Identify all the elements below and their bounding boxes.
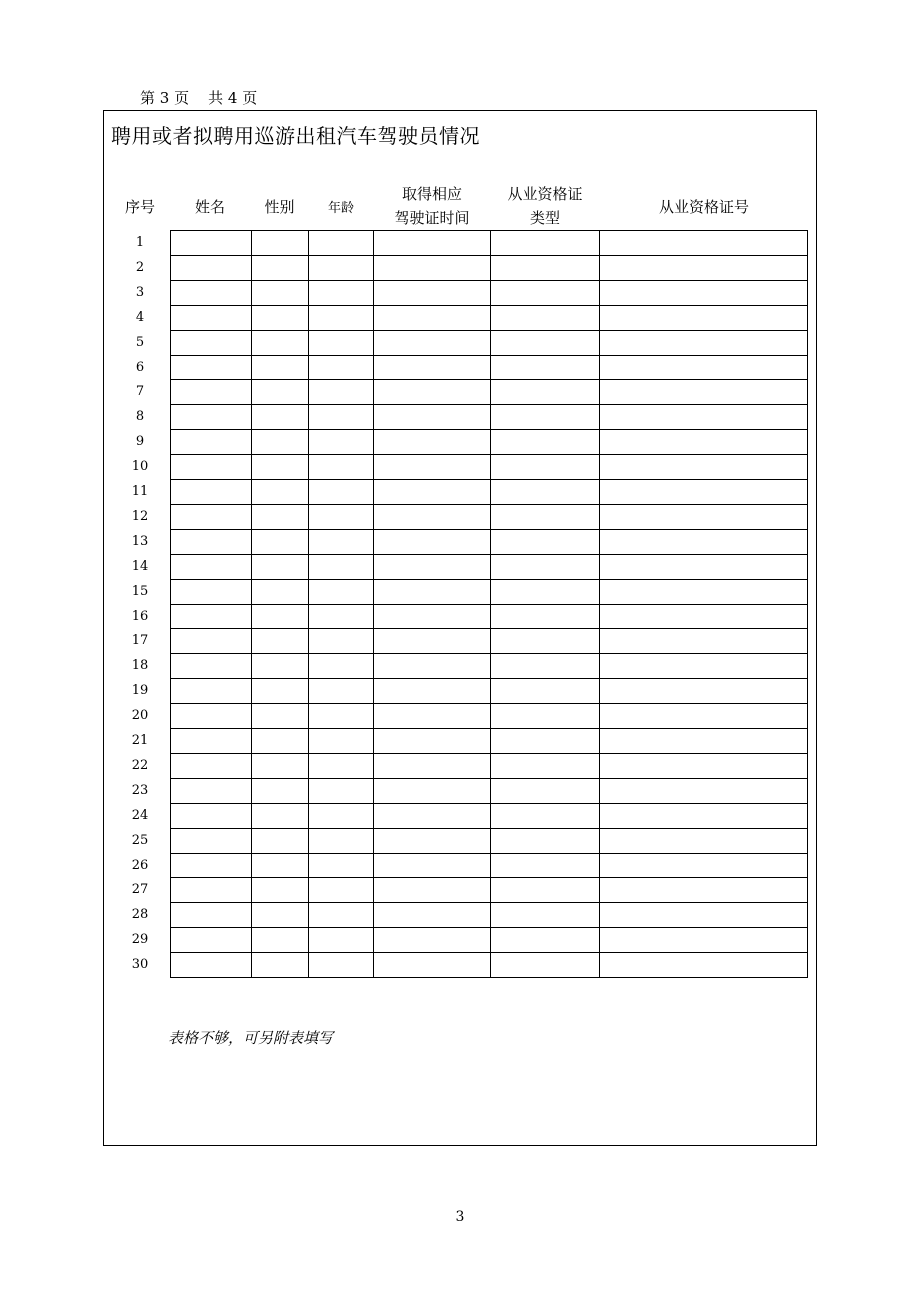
table-cell[interactable] bbox=[171, 281, 251, 305]
table-cell[interactable] bbox=[600, 878, 808, 902]
table-cell[interactable] bbox=[252, 430, 308, 454]
row-number: 8 bbox=[135, 409, 145, 425]
header-gender: 性别 bbox=[264, 198, 295, 216]
table-cell[interactable] bbox=[309, 331, 373, 355]
table-cell[interactable] bbox=[309, 256, 373, 280]
table-cell[interactable] bbox=[491, 405, 599, 429]
header-license-time-line1: 取得相应 bbox=[401, 185, 462, 203]
table-cell[interactable] bbox=[600, 605, 808, 628]
row-number: 27 bbox=[131, 882, 149, 898]
row-number: 13 bbox=[131, 533, 149, 549]
table-cell[interactable] bbox=[491, 380, 599, 404]
table-cell[interactable] bbox=[600, 380, 808, 404]
table-cell[interactable] bbox=[374, 580, 490, 604]
table-cell[interactable] bbox=[491, 928, 599, 952]
table-cell[interactable] bbox=[374, 878, 490, 902]
table-cell[interactable] bbox=[171, 480, 251, 504]
table-cell[interactable] bbox=[171, 654, 251, 678]
table-cell[interactable] bbox=[171, 679, 251, 703]
table-cell[interactable] bbox=[171, 854, 251, 877]
table-cell[interactable] bbox=[309, 430, 373, 454]
table-cell[interactable] bbox=[491, 306, 599, 330]
row-number: 16 bbox=[131, 608, 149, 624]
table-cell[interactable] bbox=[171, 903, 251, 927]
table-cell[interactable] bbox=[309, 480, 373, 504]
table-cell[interactable] bbox=[309, 903, 373, 927]
row-number: 17 bbox=[131, 633, 149, 649]
table-cell[interactable] bbox=[252, 704, 308, 728]
row-number: 28 bbox=[131, 907, 149, 923]
table-cell[interactable] bbox=[309, 928, 373, 952]
table-cell[interactable] bbox=[374, 480, 490, 504]
table-cell[interactable] bbox=[600, 356, 808, 379]
table-cell[interactable] bbox=[374, 555, 490, 579]
table-cell[interactable] bbox=[252, 356, 308, 379]
table-cell[interactable] bbox=[374, 679, 490, 703]
table-cell[interactable] bbox=[600, 654, 808, 678]
table-cell[interactable] bbox=[171, 231, 251, 255]
table-cell[interactable] bbox=[374, 380, 490, 404]
table-cell[interactable] bbox=[600, 580, 808, 604]
table-cell[interactable] bbox=[374, 356, 490, 379]
table-cell[interactable] bbox=[600, 928, 808, 952]
table-cell[interactable] bbox=[171, 580, 251, 604]
table-cell[interactable] bbox=[491, 878, 599, 902]
table-cell[interactable] bbox=[374, 928, 490, 952]
table-cell[interactable] bbox=[491, 903, 599, 927]
table-cell[interactable] bbox=[374, 829, 490, 853]
table-cell[interactable] bbox=[309, 356, 373, 379]
table-cell[interactable] bbox=[252, 530, 308, 554]
table-cell[interactable] bbox=[252, 281, 308, 305]
row-number: 11 bbox=[131, 484, 149, 499]
table-cell[interactable] bbox=[600, 704, 808, 728]
table-cell[interactable] bbox=[171, 629, 251, 653]
table-cell[interactable] bbox=[309, 580, 373, 604]
table-cell[interactable] bbox=[374, 729, 490, 753]
table-cell[interactable] bbox=[309, 455, 373, 479]
row-number: 1 bbox=[135, 235, 145, 250]
table-cell[interactable] bbox=[491, 704, 599, 728]
table-cell[interactable] bbox=[171, 928, 251, 952]
table-cell[interactable] bbox=[309, 829, 373, 853]
table-cell[interactable] bbox=[491, 555, 599, 579]
table-cell[interactable] bbox=[252, 854, 308, 877]
table-cell[interactable] bbox=[309, 953, 373, 977]
table-cell[interactable] bbox=[491, 804, 599, 828]
table-cell[interactable] bbox=[309, 878, 373, 902]
table-cell[interactable] bbox=[491, 605, 599, 628]
table-cell[interactable] bbox=[252, 306, 308, 330]
row-number: 15 bbox=[131, 583, 149, 599]
table-cell[interactable] bbox=[600, 530, 808, 554]
table-cell[interactable] bbox=[491, 430, 599, 454]
row-number: 30 bbox=[131, 957, 149, 973]
table-cell[interactable] bbox=[374, 779, 490, 803]
table-cell[interactable] bbox=[374, 306, 490, 330]
table-cell[interactable] bbox=[374, 256, 490, 280]
table-cell[interactable] bbox=[491, 953, 599, 977]
table-cell[interactable] bbox=[252, 480, 308, 504]
table-cell[interactable] bbox=[171, 256, 251, 280]
table-cell[interactable] bbox=[252, 555, 308, 579]
row-number: 29 bbox=[131, 932, 149, 948]
table-cell[interactable] bbox=[171, 380, 251, 404]
table-cell[interactable] bbox=[600, 903, 808, 927]
row-number: 23 bbox=[131, 782, 149, 798]
table-cell[interactable] bbox=[374, 654, 490, 678]
table-cell[interactable] bbox=[171, 505, 251, 529]
table-cell[interactable] bbox=[252, 829, 308, 853]
table-cell[interactable] bbox=[374, 804, 490, 828]
table-cell[interactable] bbox=[252, 903, 308, 927]
table-cell[interactable] bbox=[309, 779, 373, 803]
table-cell[interactable] bbox=[491, 455, 599, 479]
row-number: 12 bbox=[131, 508, 149, 524]
table-cell[interactable] bbox=[252, 605, 308, 628]
table-cell[interactable] bbox=[252, 505, 308, 529]
table-cell[interactable] bbox=[309, 281, 373, 305]
table-cell[interactable] bbox=[600, 306, 808, 330]
table-cell[interactable] bbox=[600, 729, 808, 753]
table-note: 表格不够，可另附表填写 bbox=[168, 1029, 334, 1047]
table-cell[interactable] bbox=[374, 281, 490, 305]
header-seq: 序号 bbox=[124, 198, 155, 216]
table-cell[interactable] bbox=[252, 331, 308, 355]
header-qual-number: 从业资格证号 bbox=[658, 198, 749, 216]
row-number: 7 bbox=[135, 384, 145, 400]
table-cell[interactable] bbox=[491, 256, 599, 280]
table-cell[interactable] bbox=[374, 953, 490, 977]
table-cell[interactable] bbox=[600, 629, 808, 653]
table-cell[interactable] bbox=[252, 779, 308, 803]
table-cell[interactable] bbox=[171, 779, 251, 803]
header-license-time-line2: 驾驶证时间 bbox=[394, 209, 470, 227]
table-cell[interactable] bbox=[252, 231, 308, 255]
table-cell[interactable] bbox=[491, 480, 599, 504]
table-cell[interactable] bbox=[309, 380, 373, 404]
table-cell[interactable] bbox=[252, 679, 308, 703]
table-cell[interactable] bbox=[252, 455, 308, 479]
table-cell[interactable] bbox=[309, 654, 373, 678]
table-cell[interactable] bbox=[171, 878, 251, 902]
row-number: 20 bbox=[131, 708, 149, 724]
table-cell[interactable] bbox=[309, 854, 373, 877]
table-cell[interactable] bbox=[252, 405, 308, 429]
table-cell[interactable] bbox=[600, 430, 808, 454]
table-cell[interactable] bbox=[374, 605, 490, 628]
table-cell[interactable] bbox=[309, 704, 373, 728]
table-cell[interactable] bbox=[600, 804, 808, 828]
table-cell[interactable] bbox=[491, 829, 599, 853]
table-cell[interactable] bbox=[171, 331, 251, 355]
row-number: 6 bbox=[135, 359, 145, 375]
table-cell[interactable] bbox=[491, 779, 599, 803]
table-cell[interactable] bbox=[252, 928, 308, 952]
table-cell[interactable] bbox=[374, 903, 490, 927]
table-cell[interactable] bbox=[309, 405, 373, 429]
row-number: 4 bbox=[135, 309, 145, 325]
table-cell[interactable] bbox=[600, 256, 808, 280]
table-cell[interactable] bbox=[171, 430, 251, 454]
header-qual-type-line2: 类型 bbox=[529, 209, 560, 227]
table-cell[interactable] bbox=[600, 854, 808, 877]
table-cell[interactable] bbox=[374, 530, 490, 554]
table-cell[interactable] bbox=[491, 356, 599, 379]
table-cell[interactable] bbox=[309, 754, 373, 778]
table-cell[interactable] bbox=[374, 854, 490, 877]
table-cell[interactable] bbox=[374, 629, 490, 653]
row-number: 22 bbox=[131, 757, 149, 773]
table-cell[interactable] bbox=[491, 530, 599, 554]
table-cell[interactable] bbox=[600, 480, 808, 504]
page-header: 第 3 页 共 4 页 bbox=[140, 89, 258, 107]
table-cell[interactable] bbox=[491, 231, 599, 255]
table-cell[interactable] bbox=[252, 256, 308, 280]
row-number: 18 bbox=[131, 658, 149, 674]
table-cell[interactable] bbox=[600, 779, 808, 803]
table-cell[interactable] bbox=[491, 679, 599, 703]
table-cell[interactable] bbox=[491, 654, 599, 678]
header-age: 年龄 bbox=[327, 201, 354, 216]
header-name: 姓名 bbox=[194, 198, 225, 216]
table-cell[interactable] bbox=[309, 231, 373, 255]
table-cell[interactable] bbox=[309, 306, 373, 330]
table-cell[interactable] bbox=[600, 231, 808, 255]
table-cell[interactable] bbox=[491, 331, 599, 355]
table-cell[interactable] bbox=[600, 505, 808, 529]
table-cell[interactable] bbox=[171, 555, 251, 579]
row-number: 21 bbox=[131, 733, 149, 748]
table-cell[interactable] bbox=[252, 878, 308, 902]
table-cell[interactable] bbox=[600, 555, 808, 579]
table-cell[interactable] bbox=[171, 405, 251, 429]
table-cell[interactable] bbox=[252, 629, 308, 653]
table-cell[interactable] bbox=[491, 505, 599, 529]
table-cell[interactable] bbox=[252, 754, 308, 778]
table-cell[interactable] bbox=[600, 281, 808, 305]
table-cell[interactable] bbox=[171, 953, 251, 977]
table-cell[interactable] bbox=[374, 754, 490, 778]
table-cell[interactable] bbox=[600, 829, 808, 853]
footer-page-number: 3 bbox=[455, 1209, 465, 1225]
row-number: 3 bbox=[135, 284, 145, 300]
table-cell[interactable] bbox=[374, 505, 490, 529]
row-number: 19 bbox=[131, 683, 149, 699]
table-cell[interactable] bbox=[171, 356, 251, 379]
table-cell[interactable] bbox=[171, 306, 251, 330]
row-number: 14 bbox=[131, 558, 149, 574]
table-row-line bbox=[170, 977, 808, 978]
table-cell[interactable] bbox=[252, 804, 308, 828]
table-cell[interactable] bbox=[309, 505, 373, 529]
table-cell[interactable] bbox=[252, 729, 308, 753]
table-cell[interactable] bbox=[309, 530, 373, 554]
table-cell[interactable] bbox=[600, 455, 808, 479]
table-cell[interactable] bbox=[171, 704, 251, 728]
table-cell[interactable] bbox=[374, 331, 490, 355]
table-cell[interactable] bbox=[252, 580, 308, 604]
table-cell[interactable] bbox=[171, 455, 251, 479]
table-cell[interactable] bbox=[309, 555, 373, 579]
table-cell[interactable] bbox=[309, 629, 373, 653]
table-cell[interactable] bbox=[309, 605, 373, 628]
table-cell[interactable] bbox=[600, 754, 808, 778]
table-cell[interactable] bbox=[171, 754, 251, 778]
table-cell[interactable] bbox=[491, 629, 599, 653]
table-cell[interactable] bbox=[374, 455, 490, 479]
table-cell[interactable] bbox=[171, 804, 251, 828]
table-cell[interactable] bbox=[309, 804, 373, 828]
row-number: 9 bbox=[135, 434, 145, 450]
table-cell[interactable] bbox=[374, 704, 490, 728]
table-cell[interactable] bbox=[171, 605, 251, 628]
row-number: 5 bbox=[135, 334, 145, 350]
table-cell[interactable] bbox=[600, 331, 808, 355]
table-cell[interactable] bbox=[491, 580, 599, 604]
driver-table-grid bbox=[170, 230, 808, 977]
row-number: 10 bbox=[131, 459, 149, 475]
table-cell[interactable] bbox=[171, 729, 251, 753]
table-cell[interactable] bbox=[491, 729, 599, 753]
row-number: 25 bbox=[131, 832, 149, 848]
table-cell[interactable] bbox=[252, 380, 308, 404]
table-cell[interactable] bbox=[600, 953, 808, 977]
table-cell[interactable] bbox=[600, 405, 808, 429]
table-cell[interactable] bbox=[374, 231, 490, 255]
table-cell[interactable] bbox=[491, 854, 599, 877]
table-cell[interactable] bbox=[374, 430, 490, 454]
table-cell[interactable] bbox=[252, 953, 308, 977]
row-number: 2 bbox=[135, 259, 145, 275]
table-cell[interactable] bbox=[309, 679, 373, 703]
table-cell[interactable] bbox=[374, 405, 490, 429]
table-cell[interactable] bbox=[491, 754, 599, 778]
table-cell[interactable] bbox=[171, 530, 251, 554]
table-cell[interactable] bbox=[600, 679, 808, 703]
table-cell[interactable] bbox=[309, 729, 373, 753]
row-number: 24 bbox=[131, 807, 149, 823]
row-number: 26 bbox=[131, 857, 149, 873]
table-cell[interactable] bbox=[171, 829, 251, 853]
table-cell[interactable] bbox=[491, 281, 599, 305]
form-title: 聘用或者拟聘用巡游出租汽车驾驶员情况 bbox=[111, 124, 480, 148]
table-cell[interactable] bbox=[252, 654, 308, 678]
header-qual-type-line1: 从业资格证 bbox=[507, 185, 583, 203]
